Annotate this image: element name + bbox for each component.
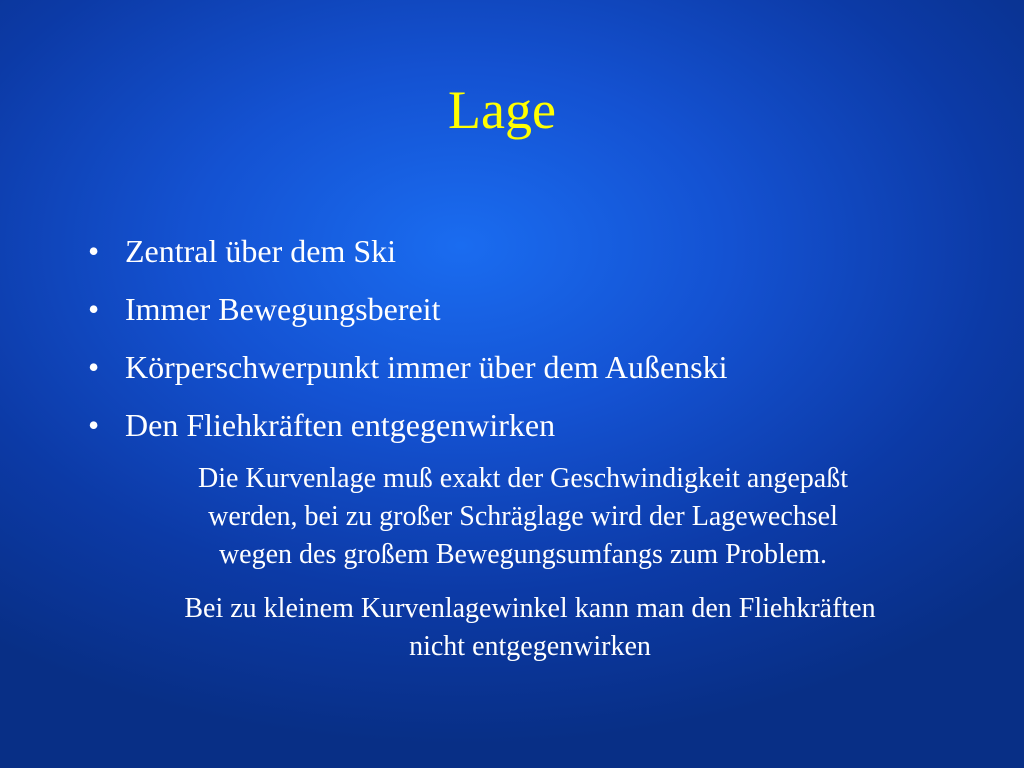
paragraph-line: Bei zu kleinem Kurvenlagewinkel kann man den Fliehkräften	[184, 593, 876, 624]
bullet-item	[82, 290, 728, 328]
bullet-list	[82, 232, 728, 464]
bullet-item	[82, 406, 728, 444]
bullet-item	[82, 348, 728, 386]
paragraph-line: wegen des großem Bewegungsumfangs zum Problem.	[218, 539, 828, 570]
bullet-symbol: •	[88, 291, 100, 327]
bullet-text: Körperschwerpunkt immer über dem Außenski	[125, 349, 728, 385]
bullet-symbol: •	[88, 349, 100, 385]
paragraph-line: Die Kurvenlage muß exakt der Geschwindigkeit angepaßt	[197, 463, 848, 494]
bullet-symbol: •	[88, 233, 100, 269]
paragraph-kurvenlage	[108, 460, 938, 574]
bullet-symbol: •	[88, 407, 100, 443]
bullet-text: Den Fliehkräften entgegenwirken	[125, 407, 556, 443]
bullet-item	[82, 232, 728, 270]
paragraph-kurvenlagewinkel	[60, 590, 1000, 666]
bullet-text: Zentral über dem Ski	[125, 233, 397, 269]
slide-title: Lage	[448, 80, 556, 140]
bullet-text: Immer Bewegungsbereit	[125, 291, 441, 327]
paragraph-line: nicht entgegenwirken	[409, 631, 651, 662]
paragraph-line: werden, bei zu großer Schräglage wird der Lagewechsel	[208, 501, 838, 532]
